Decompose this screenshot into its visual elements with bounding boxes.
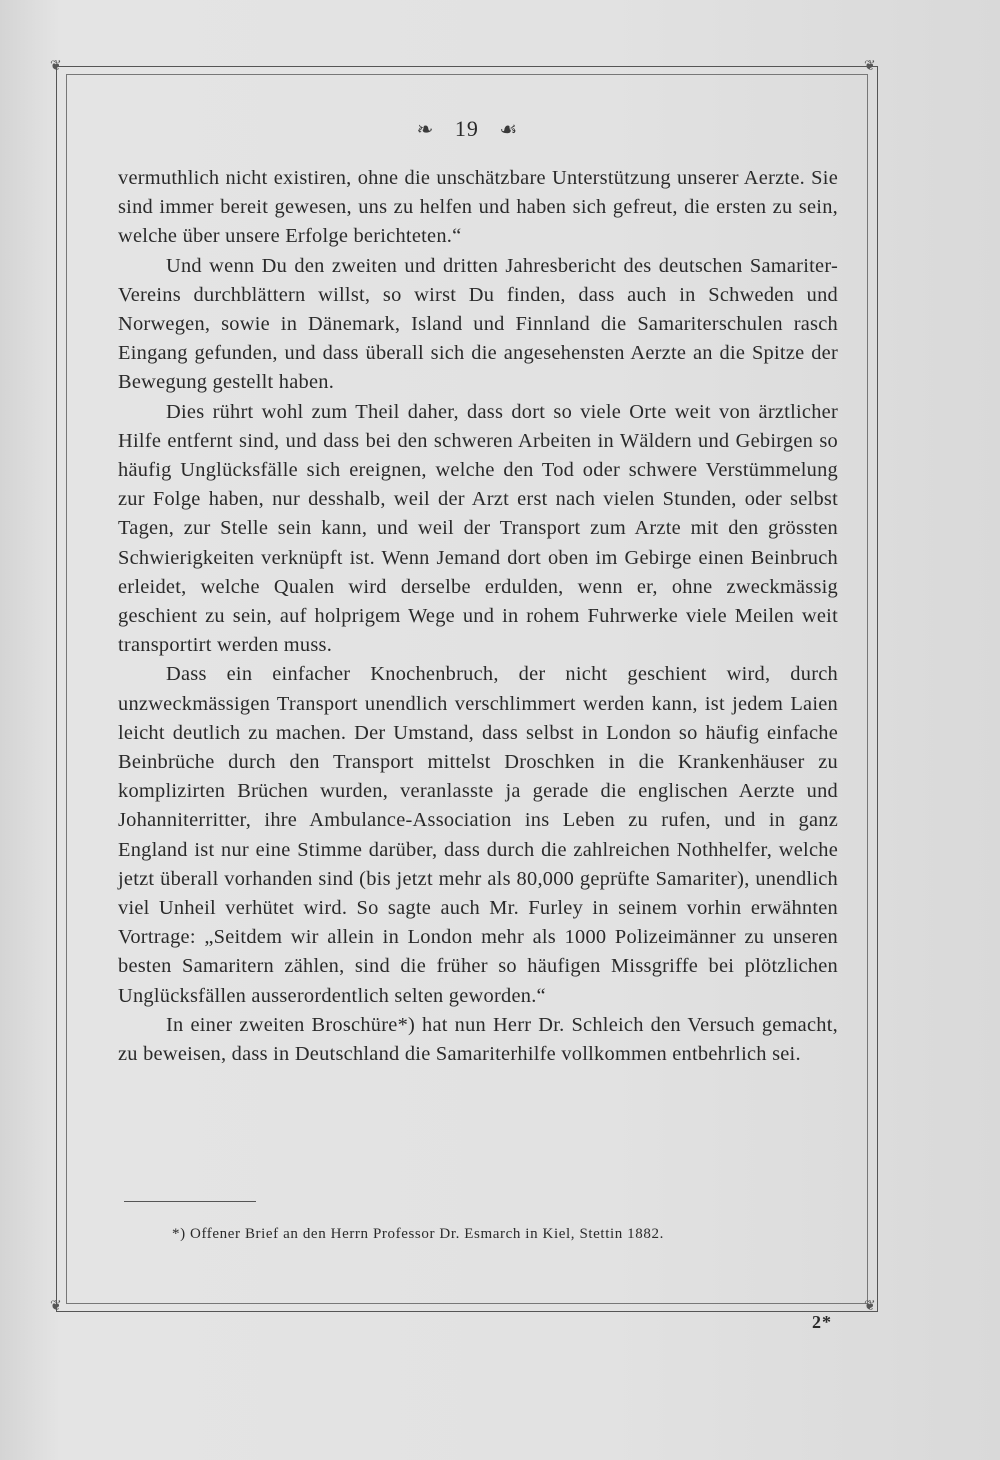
paragraph: Dies rührt wohl zum Theil daher, dass dort so viele Orte weit von ärztlicher Hilfe entfernt sind, und dass bei den schweren Arbeiten in Wäldern und Gebirgen so häufig Unglücksfälle sich ereignen, welche den Tod oder schwere Verstümmelung zur Folge haben, nur desshalb, weil der Arzt erst nach vielen Stunden, oder selbst Tagen, zur Stelle sein kann, und weil der Transport zum Arzte mit den grössten Schwierigkeiten verknüpft ist. Wenn Jemand dort oben im Gebirge einen Beinbruch erleidet, welche Qualen wird derselbe erdulden, wenn er, ohne zweckmässig geschient zu sein, auf holprigem Wege und in rohem Fuhrwerke viele Meilen weit transportirt werden muss. <box>118 400 838 657</box>
page-number: 19 <box>454 116 479 141</box>
footnote: *) Offener Brief an den Herrn Professor Dr. Esmarch in Kiel, Stettin 1882. <box>172 1226 664 1242</box>
corner-ornament-icon: ❦ <box>864 59 876 74</box>
paragraph: In einer zweiten Broschüre*) hat nun Herr Dr. Schleich den Versuch gemacht, zu beweisen, dass in Deutschland die Samariterhilfe vollkommen entbehrlich sei. <box>118 1013 838 1066</box>
signature-mark: 2* <box>812 1312 832 1332</box>
paragraph: Dass ein einfacher Knochenbruch, der nicht geschient wird, durch unzweckmässigen Transport unendlich verschlimmert werden kann, ist jedem Laien leicht deutlich zu machen. Der Umstand, dass selbst in London so häufig einfache Beinbrüche durch den Transport mittelst Droschken in die Krankenhäuser zu komplizirten Brüchen wurden, veranlasste ja gerade die englischen Aerzte und Johanniterritter, ihre Ambulance-Association ins Leben zu rufen, und in ganz England ist nur eine Stimme darüber, dass durch die zahlreichen Nothhelfer, welche jetzt überall vorhanden sind (bis jetzt mehr als 80,000 geprüfte Samariter), unendlich viel Unheil verhütet wird. So sagte auch Mr. Furley in seinem vorhin erwähnten Vortrage: „Seitdem wir allein in London mehr als 1000 Polizeimänner zu unseren besten Samaritern zählen, sind die früher so häufigen Missgriffe bei plötzlichen Unglücksfällen ausserordentlich selten geworden.“ <box>118 663 838 1007</box>
paragraph: Und wenn Du den zweiten und dritten Jahresbericht des deutschen Samariter-Vereins durchblättern willst, so wirst Du finden, dass auch in Schweden und Norwegen, sowie in Dänemark, Island und Finnland die Samariterschulen rasch Eingang gefunden, und dass überall sich die angesehensten Aerzte an die Spitze der Bewegung gestellt haben. <box>118 254 838 394</box>
flourish-left-icon: ❧ <box>416 119 435 141</box>
body-text <box>118 164 838 1069</box>
paragraph: vermuthlich nicht existiren, ohne die unschätzbare Unterstützung unserer Aerzte. Sie sind immer bereit gewesen, uns zu helfen und haben sich gefreut, die ersten zu sein, welche über unsere Erfolge berichteten.“ <box>118 167 838 248</box>
corner-ornament-icon: ❦ <box>50 1299 62 1314</box>
corner-ornament-icon: ❦ <box>50 59 62 74</box>
flourish-right-icon: ☙ <box>499 119 519 141</box>
corner-ornament-icon: ❦ <box>864 1299 876 1314</box>
page-header <box>0 116 935 142</box>
footnote-separator <box>124 1201 256 1202</box>
